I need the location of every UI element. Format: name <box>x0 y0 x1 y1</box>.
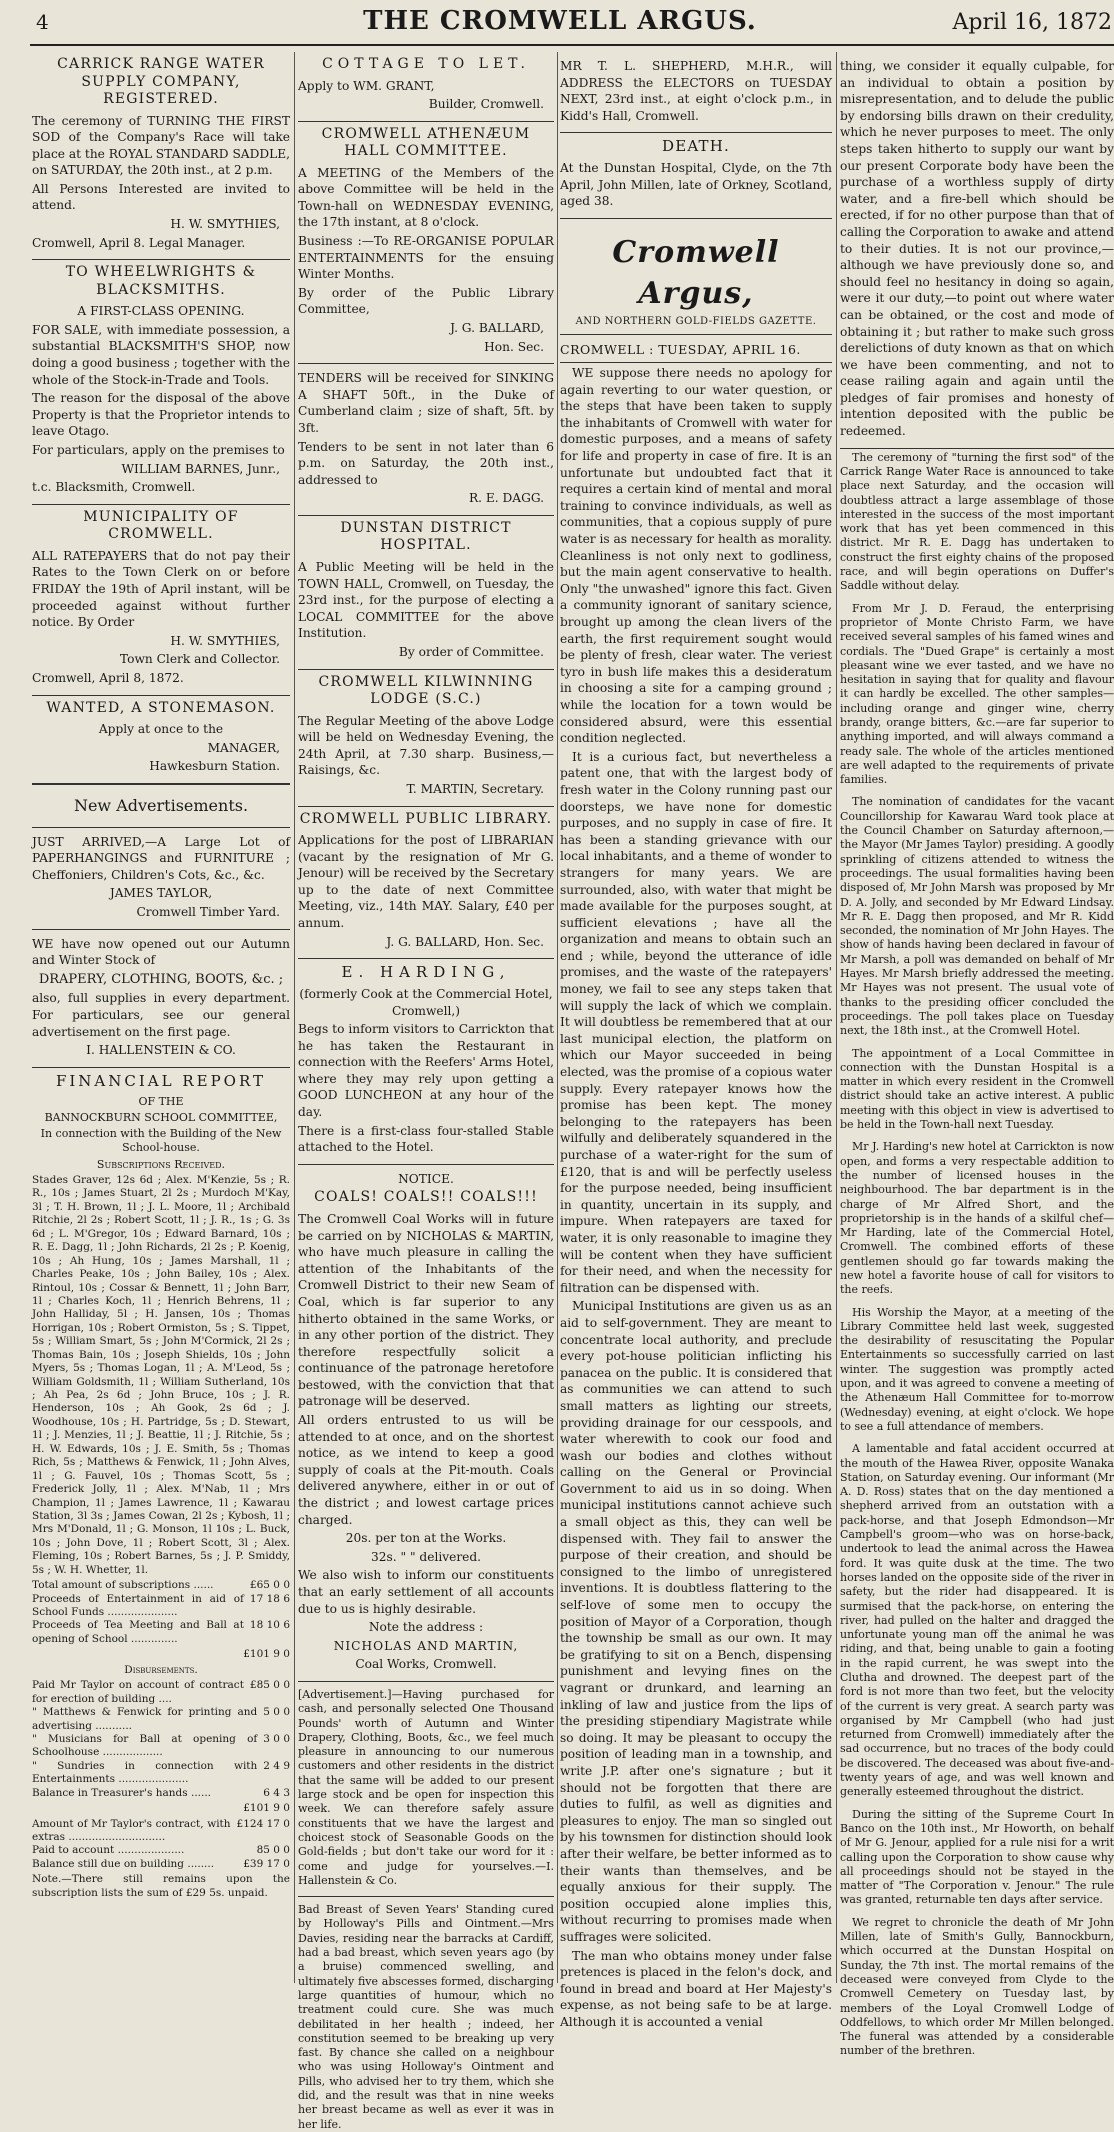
ad-body: The Cromwell Coal Works will in future be carried on by NICHOLAS & MARTIN, who have much pleasure in calling the attention of the Inhabitants of the Cromwell District to their new Seam of Coal, which is far superior to any hitherto obtained in the same Works, or in any other portion of the district. They therefore respectfully solicit a continuance of the patronage heretofore bestowed, with the conviction that that patronage will be deserved. <box>298 1211 554 1409</box>
balance-label: Balance still due on building ........ <box>32 1857 215 1870</box>
news-paragraph: We regret to chronicle the death of Mr John Millen, late of Smith's Gully, Bannockburn, which occurred at the Dunstan Hospital on Sunday, the 7th inst. The mortal remains of the deceased were conveyed from Clyde to the Cromwell Cemetery on Tuesday last, by members of the Loyal Cromwell Lodge of Oddfellows, to which order Mr Millen belonged. The funeral was attended by a considerable number of the brethren. <box>840 1915 1114 2058</box>
account-row <box>32 1619 290 1646</box>
subscriptions-list: Stades Graver, 12s 6d ; Alex. M'Kenzie, 5s ; R. R., 10s ; James Stuart, 2l 2s ; Murdoch M'Kay, 3l ; T. H. Brown, 1l ; J. L. Moore, 1l ; Archibald Ritchie, 2l 2s ; Robert Scott, 1l ; J. R., 1s ; G. 3s 6d ; L. M'Gregor, 10s ; Edward Barnard, 10s ; R. E. Dagg, 1l ; John Richards, 2l 2s ; P. Koenig, 10s ; Ah Hung, 10s ; James Marshall, 1l ; Charles Peake, 10s ; John Bailey, 10s ; Alex. Rintoul, 10s ; Cossar & Bennett, 1l ; John Barr, 1l ; Charles Koch, 1l ; Henrich Behrens, 1l ; John Halliday, 5l ; H. Jansen, 10s ; Thomas Horrigan, 10s ; Robert Ormiston, 5s ; S. Tippet, 5s ; William Smart, 5s ; John M'Cormick, 2l 2s ; Thomas Bain, 10s ; Joseph Shields, 10s ; John Myers, 5s ; Thomas Logan, 1l ; A. M'Leod, 5s ; William Goldsmith, 1l ; William Sutherland, 10s ; Ah Pea, 2s 6d ; John Bruce, 10s ; J. R. Henderson, 10s ; Ah Gook, 2s 6d ; J. Woodhouse, 10s ; H. Partridge, 5s ; D. Stewart, 1l ; J. Menzies, 1l ; J. Beattie, 1l ; J. Ritchie, 5s ; H. W. Edwards, 10s ; J. E. Smith, 5s ; Thomas Rich, 5s ; Matthews & Fenwick, 1l ; John Alves, 1l ; G. Fauvel, 10s ; Thomas Scott, 5s ; Frederick Jolly, 1l ; Alex. M'Nab, 1l ; Mrs Champion, 1l ; James Lawrence, 1l ; Kawarau Station, 3l 3s ; James Cowan, 2l 2s ; Kybosh, 1l ; Mrs M'Donald, 1l ; G. Monson, 1l 10s ; L. Buck, 10s ; John Dove, 1l ; Robert Scott, 3l ; Alex. Fleming, 10s ; Robert Barnes, 5s ; J. P. Smiddy, 5s ; W. H. Whetter, 1l. <box>32 1174 290 1576</box>
ad-heading: CROMWELL PUBLIC LIBRARY. <box>299 810 553 827</box>
column-divider <box>836 52 837 1983</box>
hallenstein-advertisement <box>298 1682 554 1897</box>
ad-body: Apply to WM. GRANT, <box>298 78 435 93</box>
ad-body: Applications for the post of LIBRARIAN (vacant by the resignation of Mr G. Jenour) will be received by the Secretary up to the date of next Committee Meeting, viz., 14th MAY. Salary, £40 per annum. <box>298 833 554 930</box>
ad-heading: E. HARDING, <box>341 963 511 982</box>
report-title: FINANCIAL REPORT <box>55 1071 267 1090</box>
ad-body: WE have now opened out our Autumn and Winter Stock of <box>32 936 290 968</box>
ad-municipality <box>32 505 290 696</box>
ad-body: All orders entrusted to us will be attended to at once, and on the shortest notice, as we intend to keep a good supply of coals at the Pit-mouth. Coals delivered anywhere, either in or out of the district ; and lowest cartage prices charged. <box>298 1413 554 1527</box>
news-paragraph: A lamentable and fatal accident occurred at the mouth of the Hawea River, opposite Wanaka Station, on Saturday evening. Our informant (Mr A. D. Ross) states that on the day mentioned a shepherd arrived from an outstation with a pack-horse, and that Joseph Edmondson—Mr Campbell's groom—who was on horse-back, undertook to lead the animal across the Hawea ford. It was quite dusk at the time. The two horses landed on the opposite side of the river in safety, but the rider had disappeared. It is surmised that the pack-horse, on entering the river, had pulled on the halter and dragged the unfortunate young man off the animal he was riding, and that, being unable to gain a footing in the rapid current, he was swept into the Clutha and drowned. The deepest part of the ford is not more than two feet, but the velocity of the current is very great. A search party was organised by Mr Campbell (who had just returned from Cromwell) immediately after the sad occurrence, but no traces of the body could be discovered. The deceased was about five-and-twenty years of age, and was well known and generally esteemed throughout the district. <box>840 1442 1114 1799</box>
ad-athenaeum <box>298 122 554 365</box>
ad-heading: MUNICIPALITY OF CROMWELL. <box>83 508 239 543</box>
ad-body: For particulars, apply on the premises to <box>32 443 285 457</box>
price-line: 20s. per ton at the Works. <box>345 1531 507 1546</box>
ad-signer: H. W. SMYTHIES, <box>170 633 280 648</box>
account-value: 18 10 6 <box>249 1619 290 1632</box>
ad-body: A Public Meeting will be held in the TOWN HALL, Cromwell, on Tuesday, the 23rd inst., for the purpose of electing a LOCAL COMMITTEE for the above Institution. <box>298 559 554 641</box>
ad-body: We also wish to inform our constituents that an early settlement of all accounts due to us is highly desirable. <box>298 1568 554 1616</box>
ad-signer: NICHOLAS AND MARTIN, <box>333 1638 519 1653</box>
editorial-paragraph: WE suppose there needs no apology for again reverting to our water question, or the steps that have been taken to supply the inhabitants of Cromwell with water for domestic purposes, and a means of safety for life and property in case of fire. It is an unfortunate but undoubted fact that it requires a certain kind of mental and moral training to convince individuals, as well as communities, that a copious supply of pure water is as necessary for health as morality. Cleanliness is not only next to godliness, but the main agent conservative to health. Only "the unwashed" ignore this fact. Given a community ignorant of sanitary science, brought up among the clean livers of the earth, the first requirement sought would be plenty of fresh, clear water. The veriest tyro in bush life makes this a desideratum in choosing a site for a camping ground ; while the location for a town would be considered absurd, were this essential condition neglected. <box>560 366 832 746</box>
notice-label: NOTICE. <box>398 1171 454 1186</box>
report-committee: BANNOCKBURN SCHOOL COMMITTEE, <box>44 1110 278 1124</box>
account-row <box>32 1593 290 1620</box>
account-value: 3 0 0 <box>263 1732 290 1745</box>
ad-signer: J. G. BALLARD, <box>450 321 544 336</box>
logo-title: Cromwell Argus, <box>612 234 780 311</box>
ad-heading: COALS! COALS!! COALS!!! <box>314 1189 538 1206</box>
account-value: 85 0 0 <box>256 1844 290 1857</box>
ad-signer: JAMES TAYLOR, <box>109 886 213 901</box>
account-label: Paid to account .................... <box>32 1844 185 1857</box>
receipts-table <box>32 1579 290 1646</box>
ad-body: There is a first-class four-stalled Stable attached to the Hotel. <box>298 1123 554 1155</box>
new-advertisements-banner: New Advertisements. <box>32 784 290 828</box>
ad-harding <box>298 959 554 1165</box>
ad-footer: Cromwell Timber Yard. <box>136 904 280 919</box>
ad-body: The ceremony of TURNING THE FIRST SOD of the Company's Race will take place at the ROYAL STANDARD SADDLE, on SATURDAY, the 20th inst., at 2 p.m. <box>32 113 291 178</box>
financial-report <box>32 1068 290 1908</box>
account-value: £124 17 0 <box>236 1817 290 1830</box>
ad-heading: DUNSTAN DISTRICT HOSPITAL. <box>340 519 512 554</box>
ad-signer: MANAGER, <box>207 740 280 755</box>
masthead <box>0 0 1114 42</box>
account-label: Total amount of subscriptions ...... <box>32 1579 214 1592</box>
ad-signer-title: Town Clerk and Collector. <box>119 652 280 667</box>
news-paragraph: The nomination of candidates for the vacant Councillorship for Kawarau Ward took place at the Council Chamber on Saturday afternoon,—the Mayor (Mr James Taylor) presiding. A goodly sprinkling of citizens attended to witness the proceedings. The usual formalities having been disposed of, Mr John Marsh was proposed by Mr D. A. Jolly, and seconded by Mr Edward Lindsay. Mr R. E. Dagg then proposed, and Mr R. Kidd seconded, the nomination of Mr John Hayes. The show of hands having been declared in favour of Mr Marsh, a poll was demanded on behalf of Mr Hayes. Mr Marsh briefly addressed the meeting. Mr Hayes was not present. The usual vote of thanks to the presiding officer concluded the proceedings. The poll takes place on Tuesday next, the 18th inst., at the Cromwell Hotel. <box>840 795 1114 1038</box>
ad-body: The Regular Meeting of the above Lodge will be held on Wednesday Evening, the 24th April, at 7.30 sharp. Business,—Raisings, &c. <box>298 713 554 778</box>
account-label: " Sundries in connection with Entertainments ..................... <box>32 1759 258 1786</box>
news-paragraph: His Worship the Mayor, at a meeting of the Library Committee held last week, suggested the desirability of resuscitating the Popular Entertainments so successfully carried on last winter. The suggestion was promptly acted upon, and it was agreed to convene a meeting of the Athenæum Hall Committee for to-morrow (Wednesday) evening, at eight o'clock. We hope to see a full attendance of members. <box>840 1305 1114 1433</box>
ad-footer: Hawkesburn Station. <box>149 759 280 774</box>
account-label: Proceeds of Entertainment in aid of School Funds ..................... <box>32 1592 244 1618</box>
ad-body: Apply at once to the <box>98 722 224 737</box>
column-3 <box>560 52 832 2029</box>
news-paragraph: Mr J. Harding's new hotel at Carrickton is now open, and forms a very respectable addition to the number of licensed houses in the neighbourhood. The bar department is in the charge of Mr Alfred Short, and the proprietorship is in the hands of a skilful chef—Mr Harding, late of the Commercial Hotel, Cromwell. The combined efforts of these gentlemen should go far towards making the new hotel a favorite house of call for visitors to the reefs. <box>840 1140 1114 1297</box>
editorial-paragraph: Municipal Institutions are given us as an aid to self-government. They are meant to concentrate local authority, and preclude every pot-house politician inflicting his panacea on the public. It is considered that as communities we can attend to such small matters as lighting our streets, providing drainage for our cesspools, and water wherewith to cook our food and wash our bodies and clothes without calling on the General or Provincial Government to aid us in so doing. When municipal institutions cannot achieve such a small object as this, they can well be dispensed with. They fail to answer the purpose of their creation, and should be consigned to the limbo of unregistered inventions. It is doubtless flattering to the self-love of some men to occupy the position of Mayor of a Corporation, though the township be small as our own. It may be gratifying to sit on a Bench, dispensing punishment and levying fines on the vagrant or drunkard, and learning an inkling of law and justice from the lips of the presiding stipendiary Magistrate while so doing. It may be pleasant to occupy the position of leading man in a township, and write J.P. after one's signature ; but it should not be forgotten that there are duties to fulfil, as well as dignities and pleasures to enjoy. The man so singled out by his townsmen for distinction should look after their welfare, be better informed as to their wants than themselves, and be equally anxious for their supply. The position occupied alone implies this, without recurring to promises made when suffrages were solicited. <box>560 1299 832 1944</box>
account-value: 17 18 6 <box>249 1592 290 1605</box>
disbursements-table <box>32 1679 290 1800</box>
death-body: At the Dunstan Hospital, Clyde, on the 7th April, John Millen, late of Orkney, Scotland, aged 38. <box>560 161 832 209</box>
ad-body: Begs to inform visitors to Carrickton that he has taken the Restaurant in connection with the Reefers' Arms Hotel, where they may rely upon getting a GOOD LUNCHEON at any hour of the day. <box>298 1022 554 1120</box>
ad-heading: CARRICK RANGE WATER SUPPLY COMPANY, REGISTERED. <box>57 56 265 107</box>
ad-body: [Advertisement.]—Having purchased for cash, and personally selected One Thousand Pounds' worth of Autumn and Winter Drapery, Clothing, Boots, &c., we feel much pleasure in announcing to our numerous customers and other residents in the district that the same will be added to our present large stock and be open for inspection this week. We can therefore safely assure constituents that we have the largest and choicest stock of Seasonable Goods on the Gold-fields ; but don't take our word for it : come and judge for yourselves.—I. Hallenstein & Co. <box>298 1687 554 1887</box>
argus-logo <box>560 219 832 335</box>
ad-heading: CROMWELL ATHENÆUM HALL COMMITTEE. <box>321 125 531 160</box>
ad-carrick-water <box>32 52 290 260</box>
ad-body: By order of the Public Library Committee, <box>298 285 554 317</box>
subscriptions-heading: Subscriptions Received. <box>96 1157 226 1171</box>
report-note: Note.—There still remains upon the subscription lists the sum of £29 5s. unpaid. <box>32 1873 290 1899</box>
ad-signer: H. W. SMYTHIES, <box>170 217 280 232</box>
death-notice <box>560 133 832 219</box>
issue-date: April 16, 1872 <box>952 10 1112 35</box>
ad-body: ALL RATEPAYERS that do not pay their Rates to the Town Clerk on or before FRIDAY the 19th of April instant, will be proceeded against without further notice. By Order <box>32 548 290 630</box>
column-divider <box>557 52 558 1983</box>
ad-body: MR T. L. SHEPHERD, M.H.R., will ADDRESS the ELECTORS on TUESDAY NEXT, 23rd inst., at eight o'clock p.m., in Kidd's Hall, Cromwell. <box>560 59 832 123</box>
editorial-paragraph: It is a curious fact, but nevertheless a patent one, that with the largest body of fresh water in the Colony running past our doorsteps, we have none for domestic purposes, and no supply in case of fire. It has been a standing grievance with our local inhabitants, and a theme of wonder to strangers for many years. We are surrounded, also, with water that might be made available for the purposes sought, at sufficient elevations ; have all the organization and means to obtain such an end ; while, beyond the utterance of idle promises, and the waste of the ratepayers' money, we fail to see any steps taken that will supply the lack of which we complain. It will doubtless be remembered that at our last municipal election, the platform on which our Mayor succeeded in being elected, was the promise of a copious water supply. Every ratepayer knows how the promise has been kept. The money belonging to the ratepayers has been wilfully and deliberately squandered in the purchase of a water-right for the sum of £120, that is and will be perfectly useless for the purpose needed, being insufficient in quantity, uncertain in its supply, and impure. When ratepayers are taxed for water, it is only reasonable to imagine they will be content when they have sufficient for their need, and when the necessity for filtration can be dispensed with. <box>560 749 832 1295</box>
account-row <box>32 1787 290 1800</box>
ad-signer: By order of Committee. <box>398 644 544 659</box>
ad-body: FOR SALE, with immediate possession, a substantial BLACKSMITH'S SHOP, now doing a good business ; together with the whole of the Stock-in-Trade and Tools. <box>32 322 290 387</box>
column-1 <box>32 52 290 1983</box>
ad-body: All Persons Interested are invited to attend. <box>32 181 290 213</box>
masthead-rule <box>30 44 1114 46</box>
price-line: 32s. " " delivered. <box>370 1549 482 1564</box>
editorial-dateline: CROMWELL : TUESDAY, APRIL 16. <box>560 335 832 363</box>
balance-value: £39 17 0 <box>243 1857 290 1870</box>
ad-body: also, full supplies in every department. For particulars, see our general advertisement on the first page. <box>32 991 290 1039</box>
ad-tenders <box>298 364 554 516</box>
holloway-advertisement <box>298 1897 554 2132</box>
disbursements-total: £101 9 0 <box>243 1802 290 1815</box>
account-label: Balance in Treasurer's hands ...... <box>32 1786 212 1799</box>
account-row <box>32 1733 290 1760</box>
column-divider <box>294 52 295 1983</box>
ad-signer: I. HALLENSTEIN & CO. <box>86 1043 236 1058</box>
account-label: Paid Mr Taylor on account of contract for erection of building .... <box>32 1679 244 1705</box>
ad-body: Business :—To RE-ORGANISE POPULAR ENTERTAINMENTS for the ensuing Winter Months. <box>298 234 554 282</box>
newspaper-title: THE CROMWELL ARGUS. <box>363 6 757 36</box>
ad-shepherd <box>560 52 832 133</box>
editorial-continued <box>840 52 1114 449</box>
ad-wheelwrights <box>32 260 290 505</box>
ad-body: TENDERS will be received for SINKING A SHAFT 50ft., in the Duke of Cumberland claim ; size of shaft, 5ft. by 3ft. <box>298 371 554 435</box>
death-title: DEATH. <box>661 137 731 156</box>
account-value: £85 0 0 <box>249 1679 290 1692</box>
account-row <box>32 1706 290 1733</box>
account-label: Amount of Mr Taylor's contract, with extras ............................. <box>32 1817 231 1843</box>
ad-footer: Cromwell, April 8, 1872. <box>32 670 184 685</box>
account-label: " Musicians for Ball at opening of Schoolhouse .................. <box>32 1732 258 1759</box>
page-number: 4 <box>36 10 49 34</box>
account-row <box>32 1844 290 1857</box>
account-row <box>32 1579 290 1592</box>
column-4 <box>840 52 1114 2058</box>
logo-subtitle: AND NORTHERN GOLD-FIELDS GAZETTE. <box>575 315 817 327</box>
ad-paperhangings <box>32 828 290 930</box>
ad-footer: Builder, Cromwell. <box>428 97 544 112</box>
ad-hallenstein <box>32 930 290 1068</box>
account-label: Proceeds of Tea Meeting and Ball at opening of School .............. <box>32 1619 244 1645</box>
ad-subheading: (formerly Cook at the Commercial Hotel, Cromwell,) <box>299 986 553 1018</box>
ad-signer: J. G. BALLARD, Hon. Sec. <box>386 934 544 949</box>
ad-footer: t.c. Blacksmith, Cromwell. <box>32 480 196 495</box>
ad-stonemason <box>32 696 290 784</box>
ad-heading: WANTED, A STONEMASON. <box>46 699 276 716</box>
ad-body: Tenders to be sent in not later than 6 p.m. on Saturday, the 20th inst., addressed to <box>298 439 554 487</box>
ad-library <box>298 807 554 960</box>
ad-heading: COTTAGE TO LET. <box>322 56 530 72</box>
ad-footer: Coal Works, Cromwell. <box>355 1657 497 1672</box>
account-row <box>32 1760 290 1787</box>
ad-coals <box>298 1165 554 1682</box>
local-news <box>840 451 1114 2065</box>
ad-cottage <box>298 52 554 122</box>
account-value: 6 4 3 <box>263 1786 290 1799</box>
address-label: Note the address : <box>368 1620 484 1635</box>
account-row <box>32 1679 290 1706</box>
news-paragraph: The ceremony of "turning the first sod" of the Carrick Range Water Race is announced to take place next Saturday, and the occasion will doubtless attract a large assemblage of those interested in the success of the most important work that has yet been commenced in this district. Mr R. E. Dagg has undertaken to construct the first eighty chains of the proposed race, and will begin operations on Duffer's Saddle without delay. <box>840 450 1114 593</box>
account-label: " Matthews & Fenwick for printing and advertising ........... <box>32 1706 258 1732</box>
news-paragraph: From Mr J. D. Feraud, the enterprising proprietor of Monte Christo Farm, we have received several samples of his famed wines and cordials. The "Dued Grape" is certainly a most pleasant wine we ever tasted, and we have no hesitation in saying that for quality and flavour it can hardly be excelled. The other samples—including orange and ginger wine, cherry brandy, orange bitters, &c.—are far superior to anything imported, and will always command a ready sale. The whole of the articles mentioned are well adapted to the requirements of private families. <box>840 601 1114 787</box>
balance-row <box>32 1858 290 1871</box>
account-value: 5 0 0 <box>263 1706 290 1719</box>
disbursements-heading: Disbursements. <box>124 1663 198 1676</box>
ad-signer: WILLIAM BARNES, Junr., <box>121 461 280 476</box>
receipts-total: £101 9 0 <box>243 1648 290 1661</box>
report-of-the: OF THE <box>138 1094 184 1108</box>
news-paragraph: The appointment of a Local Committee in connection with the Dunstan Hospital is a matter in which every resident in the Cromwell district should take an active interest. A public meeting with this object in view is advertised to be held in the Town-hall next Tuesday. <box>840 1046 1114 1132</box>
column-2 <box>298 52 554 2131</box>
ad-body: JUST ARRIVED,—A Large Lot of PAPERHANGINGS and FURNITURE ; Cheffoniers, Children's Cots, &c., &c. <box>32 834 290 882</box>
ad-footer: Hon. Sec. <box>484 339 544 354</box>
ad-heading: CROMWELL KILWINNING LODGE (S.C.) <box>318 673 534 708</box>
account-value: 2 4 9 <box>263 1759 290 1772</box>
ad-footer: Cromwell, April 8. Legal Manager. <box>32 235 246 250</box>
account-row <box>32 1818 290 1845</box>
editorial <box>560 365 832 2030</box>
account-value: £65 0 0 <box>249 1579 290 1592</box>
ad-subheading: A FIRST-CLASS OPENING. <box>77 304 245 319</box>
editorial-paragraph: The man who obtains money under false pretences is placed in the felon's dock, and found in bread and board at Her Majesty's expense, as not being safe to be at large. Although it is accounted a venial <box>560 1948 832 2029</box>
contract-table <box>32 1818 290 1858</box>
ad-heading: DRAPERY, CLOTHING, BOOTS, &c. ; <box>38 971 284 987</box>
news-paragraph: During the sitting of the Supreme Court In Banco on the 10th inst., Mr Howorth, on behalf of Mr G. Jenour, applied for a rule nisi for a writ calling upon the Corporation to show cause why all proceedings should not be stayed in the matter of "The Corporation v. Jenour." The rule was granted, returnable ten days after service. <box>840 1807 1114 1907</box>
ad-hospital <box>298 516 554 670</box>
ad-heading: TO WHEELWRIGHTS & BLACKSMITHS. <box>65 264 257 298</box>
ad-body: Bad Breast of Seven Years' Standing cured by Holloway's Pills and Ointment.—Mrs Davies, residing near the barracks at Cardiff, had a bad breast, which seven years ago (by a bruise) commenced swelling, and ultimately five abscesses formed, discharging large quantities of humour, which no treatment could cure. She was much debilitated in her health ; indeed, her constitution seemed to be breaking up very fast. By chance she called on a neighbour who was using Holloway's Ointment and Pills, who advised her to try them, which she did, and the result was that in nine weeks her breast became as well as ever it was in her life. <box>298 1903 554 2131</box>
ad-body: A MEETING of the Members of the above Committee will be held in the Town-hall on WEDNESDAY EVENING, the 17th instant, at 8 o'clock. <box>298 165 554 230</box>
ad-signer: T. MARTIN, Secretary. <box>406 781 544 796</box>
ad-signer: R. E. DAGG. <box>468 491 544 506</box>
report-connection: In connection with the Building of the New School-house. <box>40 1127 282 1155</box>
ad-body: The reason for the disposal of the above Property is that the Proprietor intends to leave Otago. <box>32 391 290 439</box>
ad-kilwinning <box>298 670 554 807</box>
editorial-end: thing, we consider it equally culpable, for an individual to obtain a position by misrepresentation, and to delude the public by endorsing bills drawn on their credulity, which he never purposes to meet. The only steps taken hitherto to supply our want by our present Corporate body have been the purchase of a worthless supply of dirty water, and a fire-bell which should be erected, if for no other purpose than that of calling the Corporation to awake and attend to their duties. It is not our province,—although we have previously done so, and should feel no hesitancy in doing so again, were it our duty,—to point out where water can be obtained, or the cost and mode of obtaining it ; but rather to make such gross derelictions of duty known as that on which we have been commenting, and not to cease railing again and again until the pledges of fair promises and honesty of intention deposited with the public be redeemed. <box>840 59 1114 439</box>
